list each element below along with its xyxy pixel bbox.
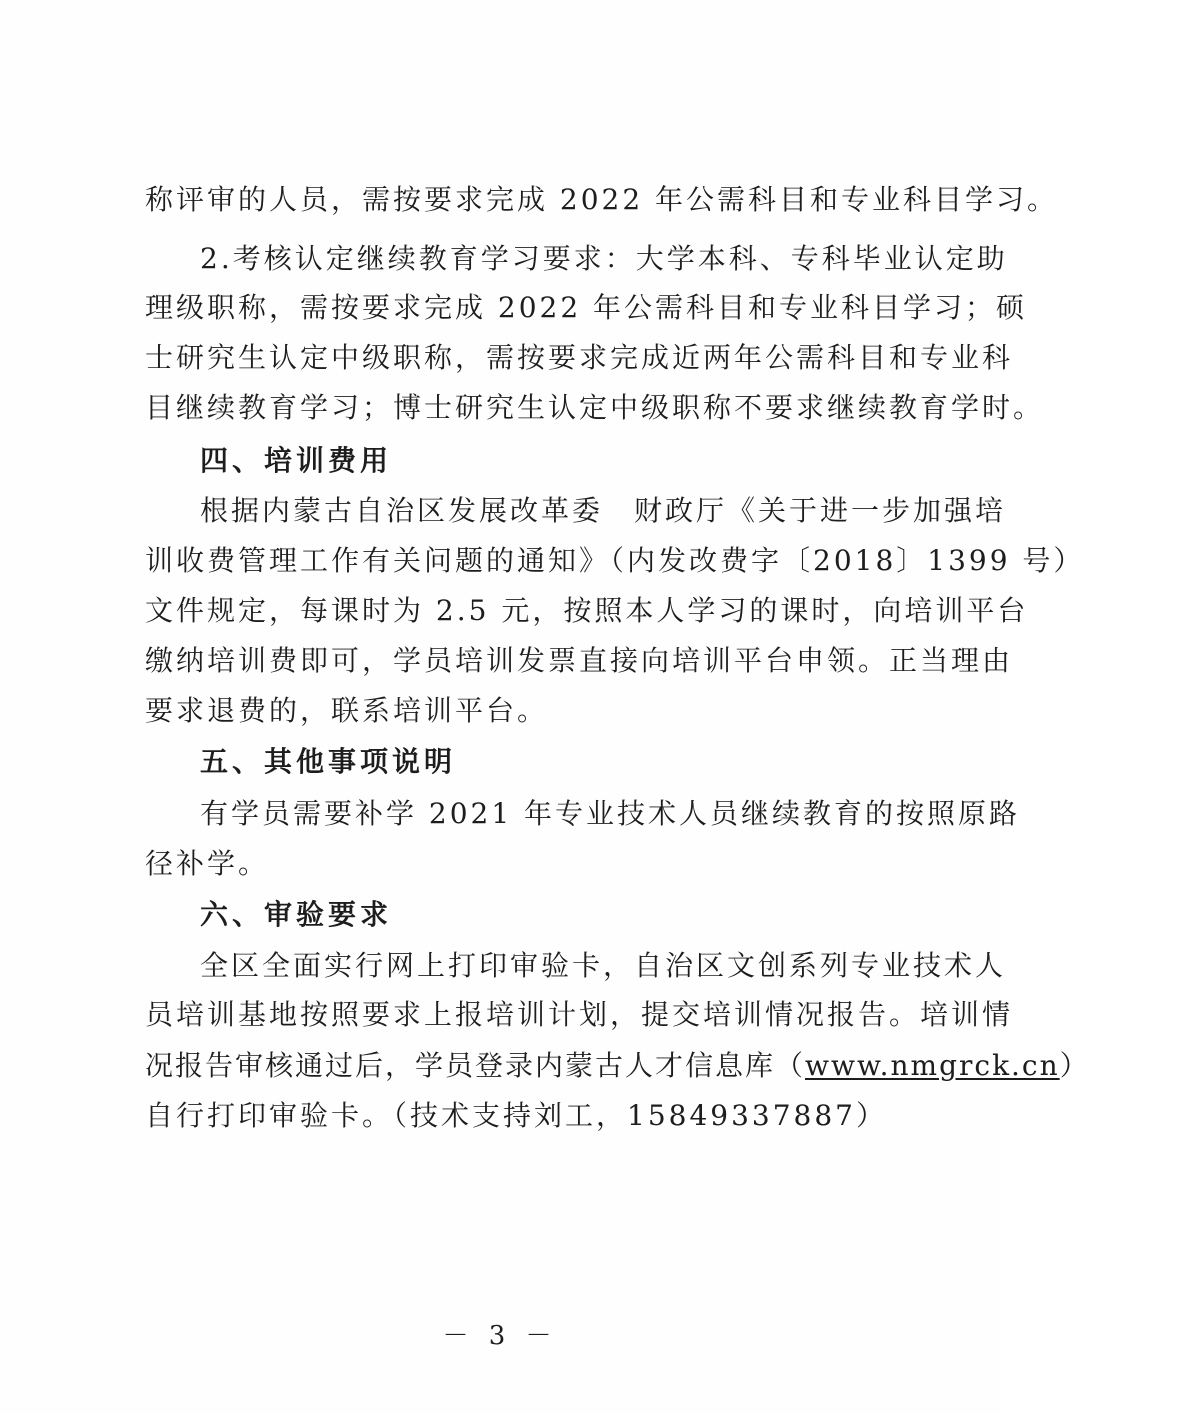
paragraph-line: 理级职称，需按要求完成 2022 年公需科目和专业科目学习；硕 bbox=[145, 291, 1028, 324]
section-heading: 五、其他事项说明 bbox=[200, 745, 457, 778]
paragraph-line: 根据内蒙古自治区发展改革委 财政厅《关于进一步加强培 bbox=[200, 494, 1007, 527]
paragraph-line: 士研究生认定中级职称，需按要求完成近两年公需科目和专业科 bbox=[145, 341, 1014, 374]
paragraph-line: 训收费管理工作有关问题的通知》（内发改费字〔2018〕1399 号） bbox=[145, 544, 1085, 577]
paragraph-line: 员培训基地按照要求上报培训计划，提交培训情况报告。培训情 bbox=[145, 998, 1014, 1031]
closing-parenthesis: ） bbox=[1059, 1049, 1090, 1082]
paragraph-line: 自行打印审验卡。（技术支持刘工，15849337887） bbox=[145, 1099, 887, 1132]
section-heading: 六、审验要求 bbox=[200, 898, 393, 931]
paragraph-line: 称评审的人员，需按要求完成 2022 年公需科目和专业科目学习。 bbox=[145, 183, 1059, 216]
website-link[interactable]: www.nmgrck.cn bbox=[805, 1049, 1060, 1082]
paragraph-line: 缴纳培训费即可，学员培训发票直接向培训平台申领。正当理由 bbox=[145, 644, 1014, 677]
page-number: － 3 － bbox=[442, 1321, 558, 1351]
paragraph-line: 目继续教育学习；博士研究生认定中级职称不要求继续教育学时。 bbox=[145, 391, 1045, 424]
paragraph-line: 要求退费的，联系培训平台。 bbox=[145, 694, 549, 727]
paragraph-text: 况报告审核通过后，学员登录内蒙古人才信息库（ bbox=[145, 1049, 806, 1082]
paragraph-line: 2.考核认定继续教育学习要求：大学本科、专科毕业认定助 bbox=[200, 242, 1008, 275]
paragraph-line: 全区全面实行网上打印审验卡，自治区文创系列专业技术人 bbox=[200, 949, 1007, 982]
paragraph-line: 径补学。 bbox=[145, 847, 270, 880]
paragraph-line: 文件规定，每课时为 2.5 元，按照本人学习的课时，向培训平台 bbox=[145, 594, 1029, 627]
section-heading: 四、培训费用 bbox=[200, 444, 393, 477]
paragraph-line bbox=[145, 1048, 1090, 1084]
paragraph-line: 有学员需要补学 2021 年专业技术人员继续教育的按照原路 bbox=[200, 797, 1021, 830]
